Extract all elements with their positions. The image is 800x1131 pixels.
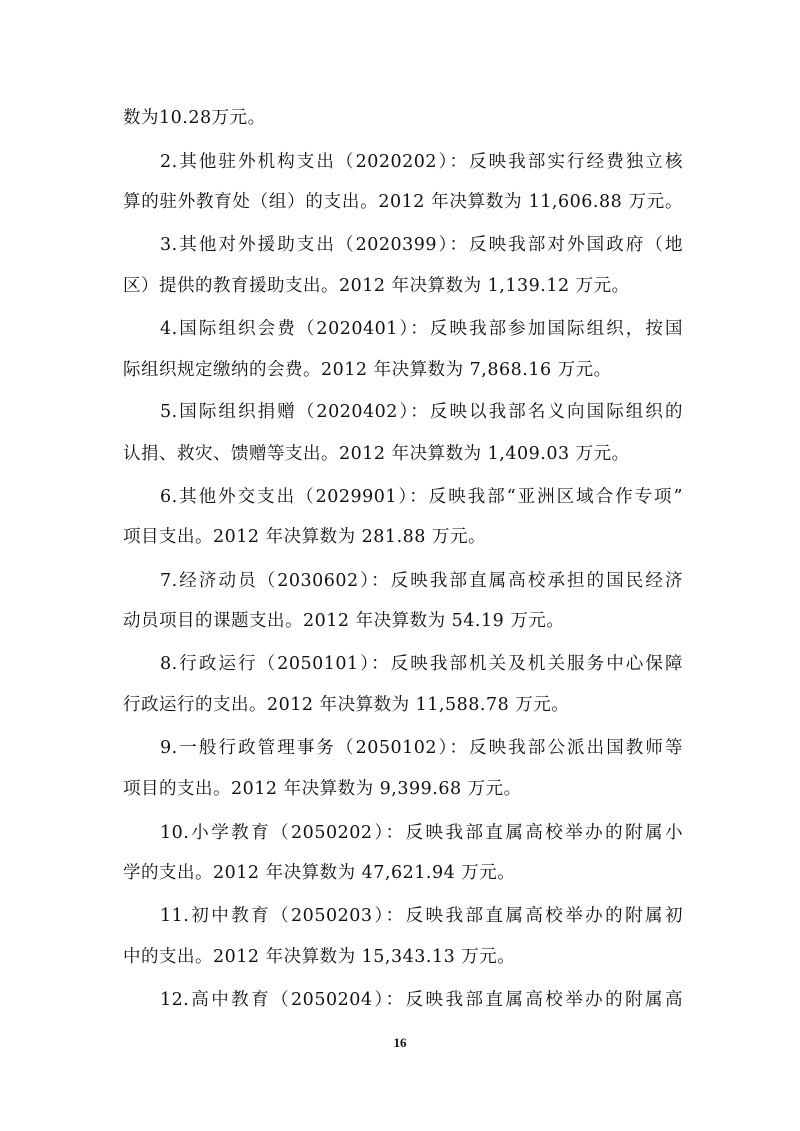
text-line: 12.高中教育（2050204）：反映我部直属高校举办的附属高 — [160, 990, 683, 1010]
text-line: 4.国际组织会费（2020401）：反映我部参加国际组织，按国 — [160, 319, 683, 339]
text-line: 际组织规定缴纳的会费。2012 年决算数为 7,868.16 万元。 — [123, 360, 612, 380]
page-number: 16 — [393, 1035, 407, 1050]
text-line: 数为10.28万元。 — [123, 108, 266, 128]
text-line: 5.国际组织捐赠（2020402）：反映以我部名义向国际组织的 — [160, 402, 683, 422]
text-line: 7.经济动员（2030602）：反映我部直属高校承担的国民经济 — [160, 571, 683, 591]
text-line: 项目支出。2012 年决算数为 281.88 万元。 — [123, 527, 486, 547]
text-line: 2.其他驻外机构支出（2020202）：反映我部实行经费独立核 — [160, 152, 683, 172]
text-line: 3.其他对外援助支出（2020399）：反映我部对外国政府（地 — [160, 235, 683, 255]
text-line: 区）提供的教育援助支出。2012 年决算数为 1,139.12 万元。 — [123, 276, 630, 296]
text-line: 动员项目的课题支出。2012 年决算数为 54.19 万元。 — [123, 611, 565, 631]
text-line: 8.行政运行（2050101）：反映我部机关及机关服务中心保障 — [160, 654, 683, 674]
text-line: 项目的支出。2012 年决算数为 9,399.68 万元。 — [123, 779, 522, 799]
text-line: 10.小学教育（2050202）：反映我部直属高校举办的附属小 — [160, 823, 683, 843]
text-line: 认捐、救灾、馈赠等支出。2012 年决算数为 1,409.03 万元。 — [123, 444, 630, 464]
text-line: 6.其他外交支出（2029901）：反映我部“亚洲区域合作专项” — [160, 487, 683, 507]
text-line: 算的驻外教育处（组）的支出。2012 年决算数为 11,606.88 万元。 — [123, 192, 683, 212]
text-line: 学的支出。2012 年决算数为 47,621.94 万元。 — [123, 863, 516, 883]
text-line: 中的支出。2012 年决算数为 15,343.13 万元。 — [123, 947, 516, 967]
text-line: 行政运行的支出。2012 年决算数为 11,588.78 万元。 — [123, 695, 570, 715]
text-line: 9.一般行政管理事务（2050102）：反映我部公派出国教师等 — [160, 738, 683, 758]
text-line: 11.初中教育（2050203）：反映我部直属高校举办的附属初 — [160, 906, 683, 926]
